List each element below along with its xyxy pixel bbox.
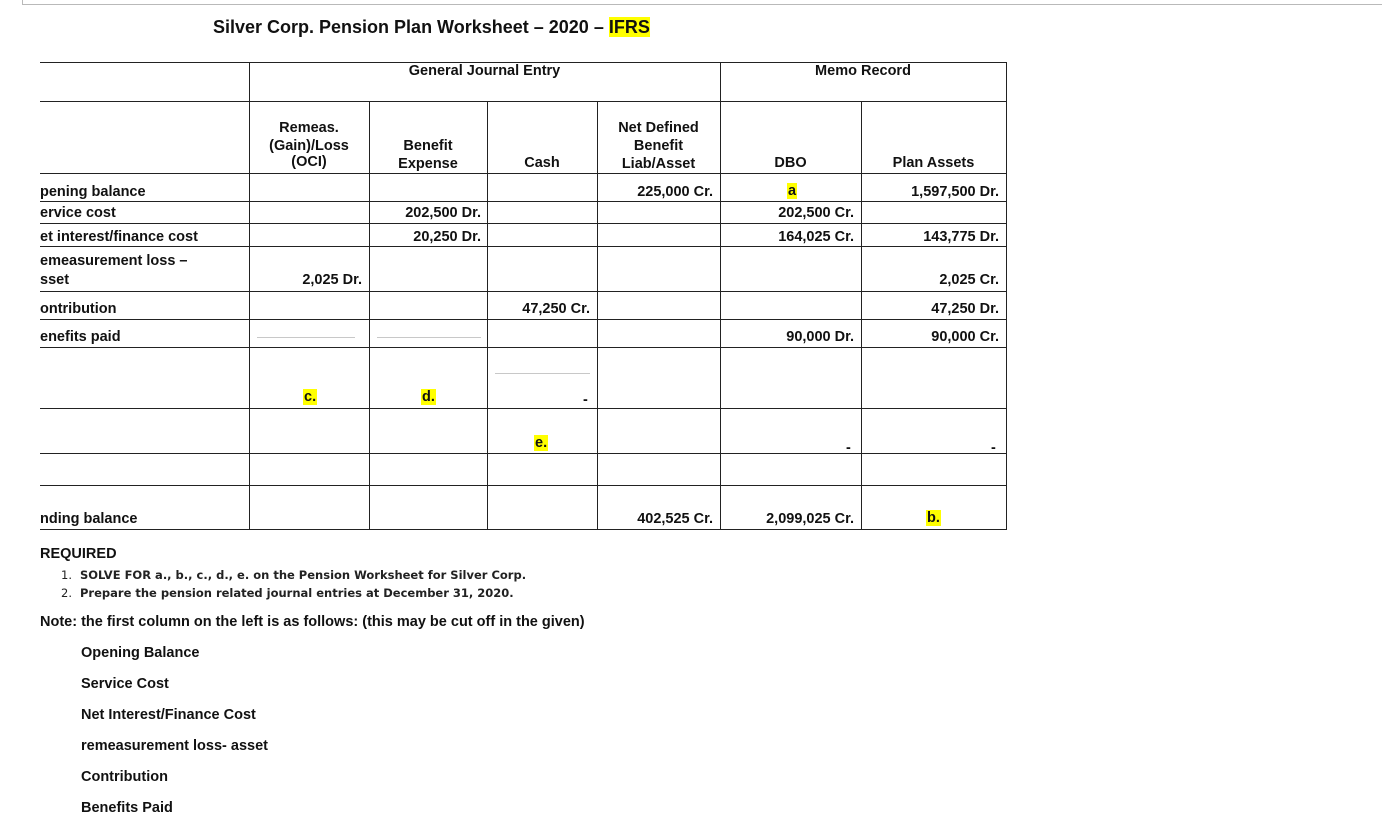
- plan-assets-column-header: Plan Assets: [892, 155, 975, 171]
- ndb-column-header: Net Defined Benefit Liab/Asset: [618, 120, 699, 172]
- ending-ndb: 402,525 Cr.: [637, 511, 713, 527]
- benefit-expense-column-header: Benefit Expense: [398, 138, 458, 172]
- list-item: Service Cost: [81, 676, 169, 692]
- ifrs-highlight: IFRS: [608, 17, 650, 37]
- row-label-benefits: enefits paid: [40, 329, 121, 345]
- list-item: Contribution: [81, 769, 168, 785]
- remeas-column-header: Remeas. (Gain)/Loss (OCI): [269, 120, 349, 170]
- contribution-plan-assets: 47,250 Dr.: [931, 301, 999, 317]
- row-label-ending: nding balance: [40, 511, 138, 527]
- row-label-interest: et interest/finance cost: [40, 229, 198, 245]
- required-item: 2. Prepare the pension related journal entries at December 31, 2020.: [61, 586, 514, 600]
- pension-worksheet-table: [40, 62, 1007, 530]
- row-label-remeasurement-1: emeasurement loss –: [40, 253, 188, 269]
- remeasurement-plan-assets: 2,025 Cr.: [939, 272, 999, 288]
- interest-plan-assets: 143,775 Dr.: [923, 229, 999, 245]
- totals-cash-blank: [495, 373, 590, 374]
- contribution-cash: 47,250 Cr.: [522, 301, 590, 317]
- service-benefit-expense: 202,500 Dr.: [405, 205, 481, 221]
- required-heading: REQUIRED: [40, 546, 117, 562]
- benefits-dbo: 90,000 Dr.: [786, 329, 854, 345]
- opening-ndb: 225,000 Cr.: [637, 184, 713, 200]
- general-journal-header: General Journal Entry: [408, 63, 561, 79]
- benefits-expense-blank: [377, 337, 481, 338]
- first-column-list: [81, 645, 268, 831]
- memo-record-header: Memo Record: [815, 63, 911, 79]
- required-list: [61, 566, 527, 602]
- answer-b: b.: [927, 510, 940, 526]
- totals-dbo-dash: -: [846, 440, 851, 456]
- required-item: 1. SOLVE FOR a., b., c., d., e. on the Pension Worksheet for Silver Corp.: [61, 568, 527, 582]
- list-item: Opening Balance: [81, 645, 200, 661]
- row-label-service: ervice cost: [40, 205, 116, 221]
- interest-dbo: 164,025 Cr.: [778, 229, 854, 245]
- page-title: Silver Corp. Pension Plan Worksheet – 2020 – IFRS: [213, 17, 650, 37]
- benefits-plan-assets: 90,000 Cr.: [931, 329, 999, 345]
- totals-cash-dash: -: [583, 392, 588, 408]
- service-dbo: 202,500 Cr.: [778, 205, 854, 221]
- window-top-border: [22, 0, 1382, 5]
- interest-benefit-expense: 20,250 Dr.: [413, 229, 481, 245]
- row-label-remeasurement-2: sset: [40, 272, 70, 288]
- list-item: remeasurement loss- asset: [81, 738, 268, 754]
- answer-e: e.: [535, 435, 548, 451]
- opening-plan-assets: 1,597,500 Dr.: [911, 184, 999, 200]
- dbo-column-header: DBO: [774, 155, 807, 171]
- note-text: Note: the first column on the left is as follows: (this may be cut off in the given): [40, 614, 585, 630]
- answer-d: d.: [422, 389, 435, 405]
- cash-column-header: Cash: [524, 155, 560, 171]
- ending-dbo: 2,099,025 Cr.: [766, 511, 854, 527]
- totals-plan-dash: -: [991, 440, 996, 456]
- list-item: Benefits Paid: [81, 800, 173, 816]
- opening-dbo-a: a: [788, 183, 797, 199]
- benefits-oci-blank: [257, 337, 355, 338]
- list-item: Net Interest/Finance Cost: [81, 707, 256, 723]
- row-label-contribution: ontribution: [40, 301, 117, 317]
- remeasurement-oci: 2,025 Dr.: [302, 272, 362, 288]
- answer-c: c.: [304, 389, 317, 405]
- row-label-opening: pening balance: [40, 184, 146, 200]
